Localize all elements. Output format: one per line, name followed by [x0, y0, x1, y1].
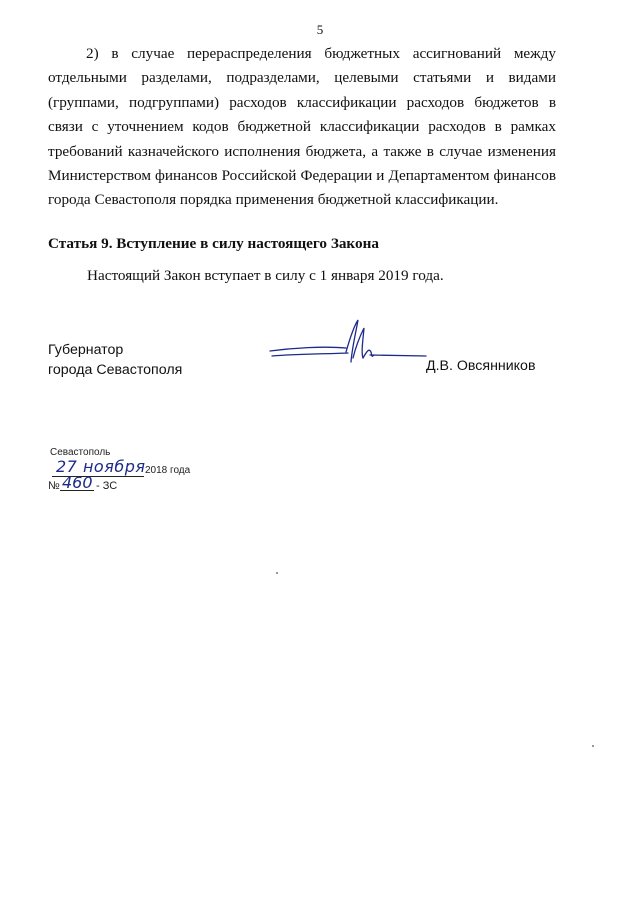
handwritten-number: 460 [62, 473, 93, 492]
number-sign: № [48, 480, 60, 492]
place-name: Севастополь [50, 447, 111, 458]
effective-date-text: Настоящий Закон вступает в силу с 1 января 2019 года. [87, 267, 444, 284]
signatory-title-line1: Губернатор [48, 342, 124, 358]
year-suffix: 2018 года [145, 465, 191, 476]
handwritten-signature [268, 318, 433, 378]
handwritten-date: 27 ноября [56, 457, 146, 476]
page-number: 5 [316, 22, 324, 37]
signatory-title-line2: города Севастополя [48, 362, 183, 378]
number-suffix: - ЗС [96, 480, 118, 492]
article-heading: Статья 9. Вступление в силу настоящего Закона [48, 235, 379, 252]
signatory-name: Д.В. Овсянников [426, 358, 536, 374]
number-underline [60, 490, 94, 491]
scan-speck [592, 745, 594, 747]
scan-speck [276, 572, 278, 574]
clause-paragraph: 2) в случае перераспределения бюджетных ассигнований между отдельными разделами, подразделами, целевыми статьями и видами (группами, подгруппами) расходов классификации расходов бюджетов в связи с уточнением кодов бюджетной классификации расходов в рамках требований казначейского исполнения бюджета, а также в случае изменения Министерством финансов Российской Федерации и Департаментом финансов города Севастополя порядка применения бюджетной классификации. [48, 45, 556, 209]
number-line [48, 475, 168, 495]
signatory-title [48, 340, 182, 380]
